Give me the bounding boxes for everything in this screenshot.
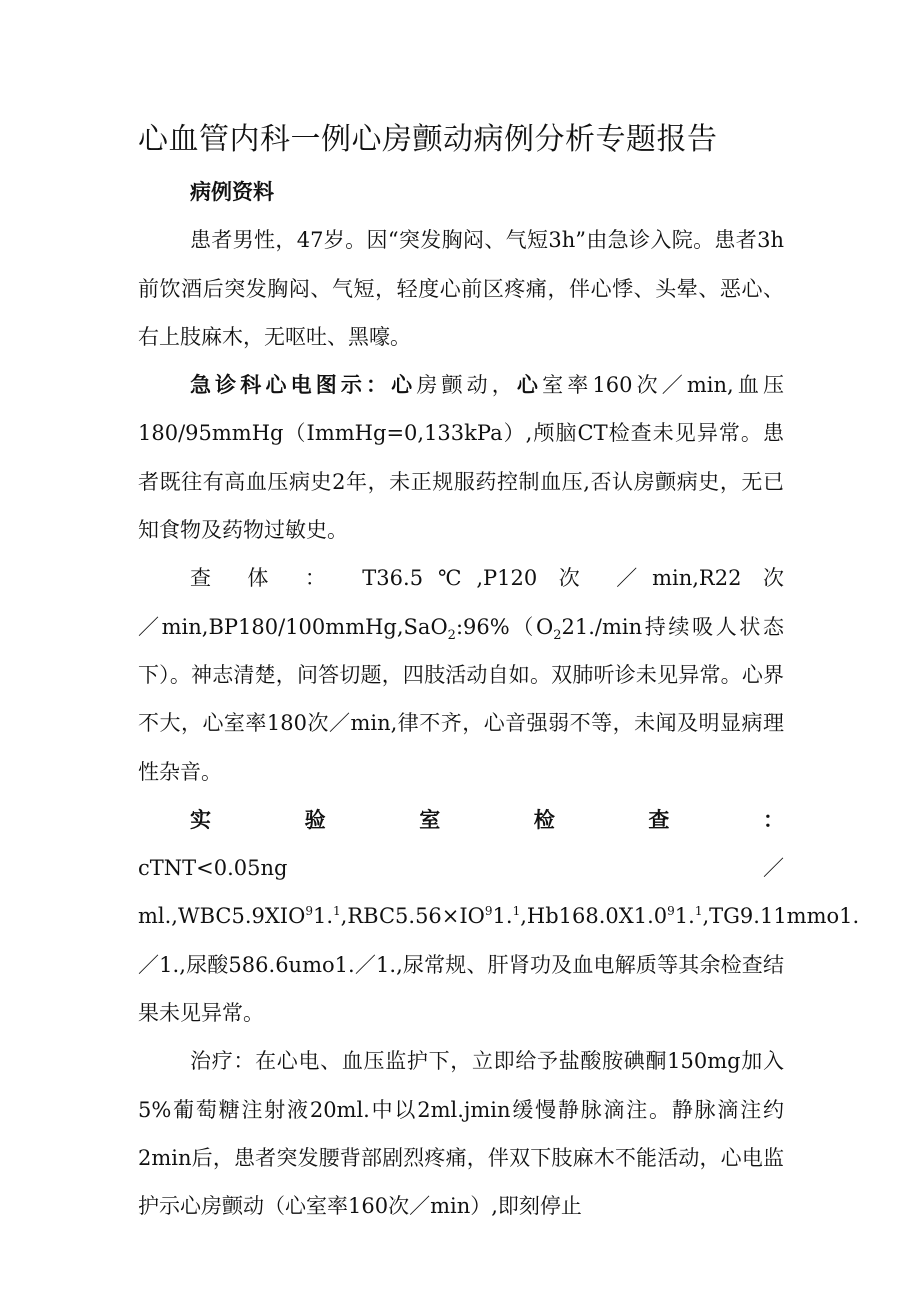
lab-sup-5: 9 [667,904,675,919]
lab-text-e: ,Hb168.0X1.0 [520,904,668,929]
document-body [138,168,860,1231]
exam-line-2-a: ／min,BP180/100mmHg,SaO [138,614,448,639]
paragraph-treatment: 治疗：在心电、血压监护下，立即给予盐酸胺碘酮150mg加入5%葡萄糖注射液20ml.中以2ml.jmin缓慢静脉滴注。静脉滴注约2min后，患者突发腰背部剧烈疼痛，伴双下肢麻木不能活动，心电监护示心房颤动（心室率160次／min）,即刻停止 [138,1049,784,1219]
ecg-bold-char-2: 心 [516,373,543,398]
exam-line-2-c: 21./min持续吸人状态 [561,614,785,639]
lab-text-f: 1. [674,904,695,929]
lab-results [138,844,860,1037]
exam-rest: 下）。神志清楚，问答切题，四肢活动自如。双肺听诊未见异常。心界不大，心室率180次／min,律不齐，心音强弱不等，未闻及明显病理性杂音。 [138,662,784,784]
document-title: 心血管内科一例心房颤动病例分析专题报告 [138,122,718,157]
exam-line-2-b: :96%（O [455,614,554,639]
exam-line-1: 查 体 ： T36.5℃,P120 次 ／min,R22 次 [190,566,784,591]
paragraph-lab-tests [138,796,860,1037]
lab-sup-2: 1 [333,904,341,919]
ecg-bold-char-1: 心 [391,373,417,398]
ecg-lead-label: 急诊科心电图示： [190,373,392,398]
exam-line-2 [138,603,784,651]
lab-sup-4: 1 [512,904,521,919]
lab-text-b: 1. [312,904,334,929]
lab-text-a: cTNT<0.05ng／ml.,WBC5.9XIO [138,856,784,929]
lab-sup-3: 9 [484,904,493,919]
exam-subscript-1: 2 [447,627,456,643]
ecg-text-rest: 室率160次／min,血压180/95mmHg（ImmHg=0,133kPa）,颅脑CT检查未见异常。患者既往有高血压病史2年，未正规服药控制血压,否认房颤病史，无已知食物及药物过敏史。 [138,373,785,543]
section-heading: 病例资料 [190,180,274,204]
exam-subscript-2: 2 [553,627,562,643]
lab-sup-1: 9 [305,904,313,919]
lab-label: 实 验 室 检 查 ： [190,807,784,832]
paragraph-chief-complaint: 患者男性，47岁。因“突发胸闷、气短3h”由急诊入院。患者3h前饮酒后突发胸闷、气短，轻度心前区疼痛，伴心悸、头晕、恶心、右上肢麻木，无呕吐、黑嚎。 [138,228,784,349]
paragraph-physical-exam [138,554,784,795]
lab-sup-6: 1 [694,904,703,919]
paragraph-ecg [138,361,784,554]
ecg-text-1: 房颤动， [416,373,517,398]
lab-text-g: ,TG9.11mmo1.／1.,尿酸586.6umo1.／1.,尿常规、肝肾功及血电解质等其余检查结果未见异常。 [138,904,860,1026]
lab-text-c: ,RBC5.56×IO [340,904,485,929]
lab-text-d: 1. [492,904,513,929]
